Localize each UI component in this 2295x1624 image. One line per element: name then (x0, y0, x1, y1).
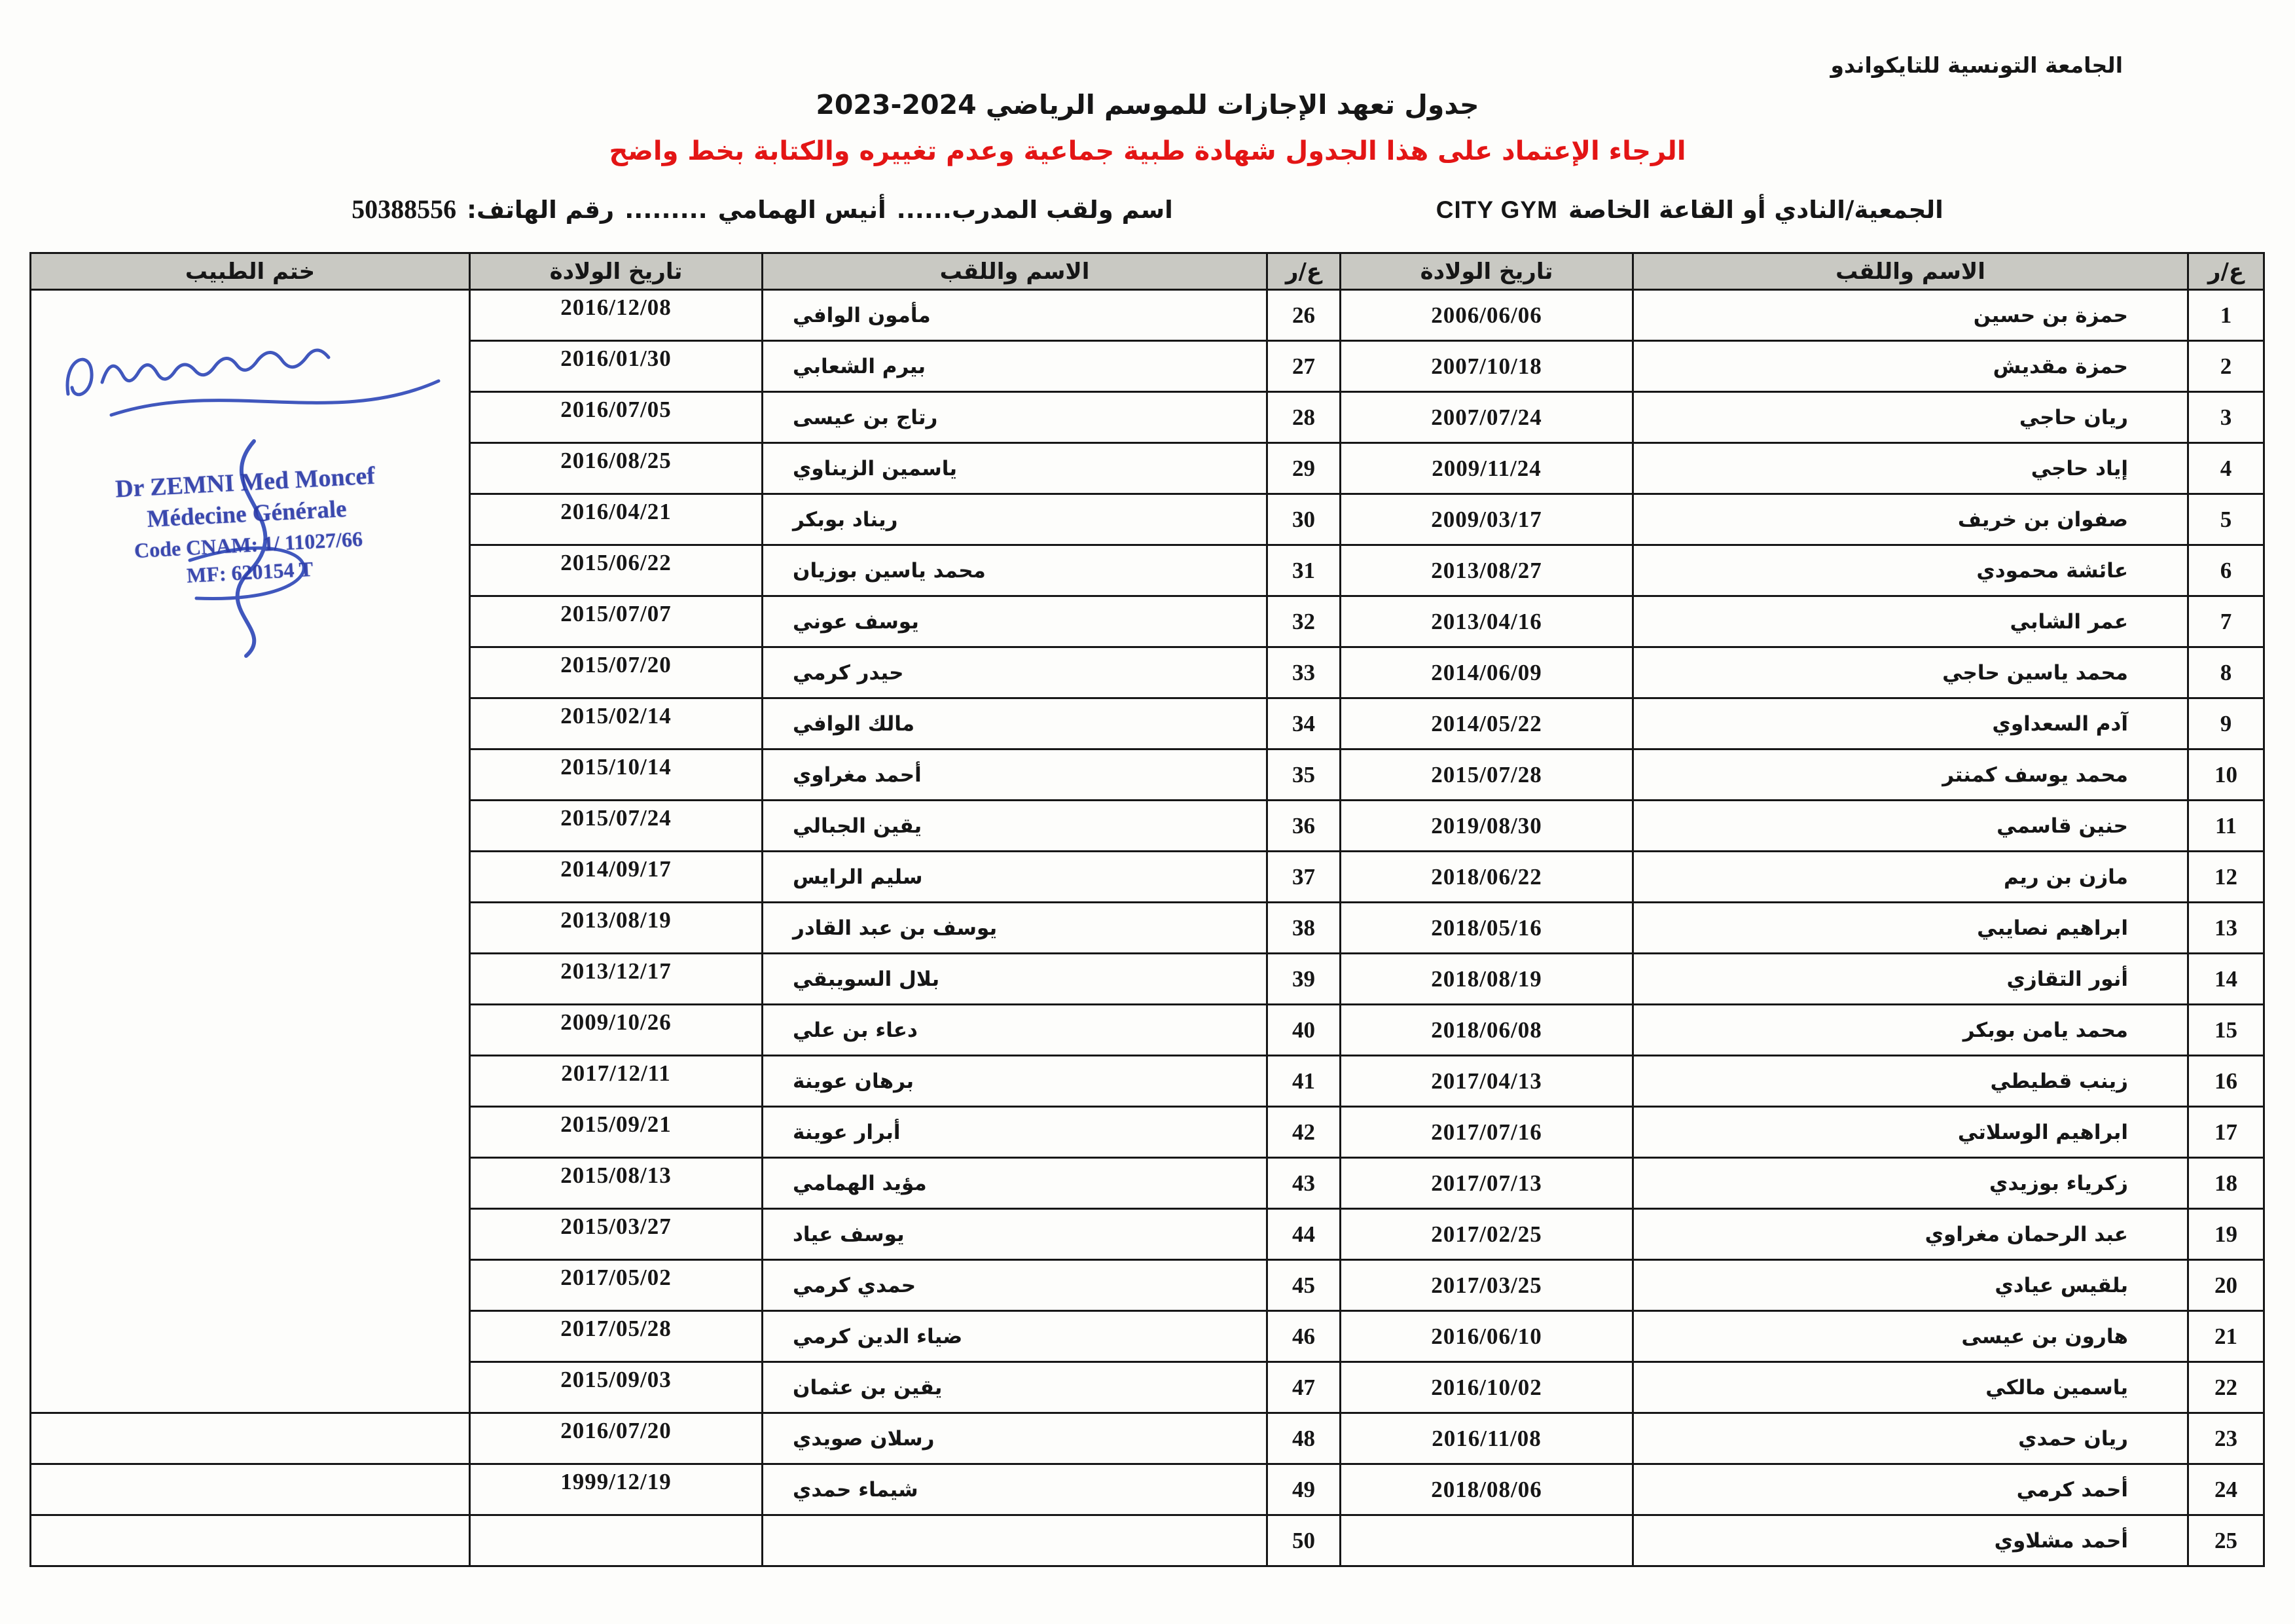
name-cell: ابراهيم نصايبي (1633, 903, 2188, 954)
serial-cell: 32 (1267, 596, 1341, 647)
serial-cell: 13 (2188, 903, 2264, 954)
serial-cell: 22 (2188, 1362, 2264, 1413)
dob-cell: 2016/10/02 (1341, 1362, 1633, 1413)
name-cell: يقين بن عثمان (763, 1362, 1267, 1413)
serial-cell: 39 (1267, 954, 1341, 1005)
table-header-row (31, 253, 2264, 290)
dob-cell: 2007/10/18 (1341, 341, 1633, 392)
serial-cell: 46 (1267, 1311, 1341, 1362)
serial-cell: 19 (2188, 1209, 2264, 1260)
name-cell: ياسمين مالكي (1633, 1362, 2188, 1413)
dob-cell: 2017/05/28 (470, 1311, 763, 1362)
dob-cell: 2018/05/16 (1341, 903, 1633, 954)
dob-cell: 2019/08/30 (1341, 801, 1633, 852)
page-title: جدول تعهد الإجازات للموسم الرياضي 2024-2023 (816, 89, 1479, 120)
serial-cell: 41 (1267, 1056, 1341, 1107)
serial-cell: 4 (2188, 443, 2264, 494)
dob-cell: 2016/08/25 (470, 443, 763, 494)
dots-filler: ......... (624, 196, 708, 224)
name-cell: حمزة بن حسين (1633, 290, 2188, 341)
name-cell: ريان حمدي (1633, 1413, 2188, 1464)
coach-name: أنيس الهمامي (717, 196, 886, 224)
serial-cell: 28 (1267, 392, 1341, 443)
dob-cell: 2018/08/06 (1341, 1464, 1633, 1515)
header-serial-left: ع/ر (1267, 253, 1341, 290)
name-cell: حنين قاسمي (1633, 801, 2188, 852)
serial-cell: 1 (2188, 290, 2264, 341)
serial-cell: 6 (2188, 545, 2264, 596)
dob-cell: 2017/02/25 (1341, 1209, 1633, 1260)
stamp-specialty: Médecine Générale (146, 496, 348, 533)
name-cell: رسلان صويدي (763, 1413, 1267, 1464)
serial-cell: 10 (2188, 749, 2264, 801)
name-cell: زينب قطيطي (1633, 1056, 2188, 1107)
stamp-mf-code: MF: 620154 T (186, 557, 314, 588)
dob-cell: 2013/08/19 (470, 903, 763, 954)
serial-cell: 8 (2188, 647, 2264, 698)
name-cell: ياسمين الزيناوي (763, 443, 1267, 494)
table-row (31, 290, 2264, 341)
doctor-stamp-cell (31, 290, 470, 1413)
dob-cell: 2014/06/09 (1341, 647, 1633, 698)
name-cell: رتاج بن عيسى (763, 392, 1267, 443)
serial-cell: 15 (2188, 1005, 2264, 1056)
club-label: الجمعية/النادي أو القاعة الخاصة (1568, 196, 1943, 224)
name-cell: بلقيس عيادي (1633, 1260, 2188, 1311)
dob-cell: 2013/12/17 (470, 954, 763, 1005)
serial-cell: 47 (1267, 1362, 1341, 1413)
dob-cell: 2013/08/27 (1341, 545, 1633, 596)
name-cell: مازن بن ريم (1633, 852, 2188, 903)
club-name: CITY GYM (1436, 196, 1558, 223)
name-cell: حمدي كرمي (763, 1260, 1267, 1311)
dob-cell: 2017/07/13 (1341, 1158, 1633, 1209)
name-cell: عائشة محمودي (1633, 545, 2188, 596)
name-cell: ريان حاجي (1633, 392, 2188, 443)
serial-cell: 48 (1267, 1413, 1341, 1464)
header-name-left: الاسم واللقب (763, 253, 1267, 290)
name-cell: أبرار عوينة (763, 1107, 1267, 1158)
dob-cell: 2015/10/14 (470, 749, 763, 801)
name-cell: شيماء حمدي (763, 1464, 1267, 1515)
serial-cell: 17 (2188, 1107, 2264, 1158)
header-dob-left: تاريخ الولادة (470, 253, 763, 290)
dob-cell: 2009/03/17 (1341, 494, 1633, 545)
phone-label: رقم الهاتف: (467, 196, 615, 224)
serial-cell: 2 (2188, 341, 2264, 392)
dob-cell: 2007/07/24 (1341, 392, 1633, 443)
name-cell: حيدر كرمي (763, 647, 1267, 698)
dob-cell: 2018/06/08 (1341, 1005, 1633, 1056)
doctor-stamp-cell (31, 1515, 470, 1566)
dob-cell (1341, 1515, 1633, 1566)
dob-cell: 2017/07/16 (1341, 1107, 1633, 1158)
name-cell: بيرم الشعابي (763, 341, 1267, 392)
serial-cell: 40 (1267, 1005, 1341, 1056)
name-cell: أنور التقازي (1633, 954, 2188, 1005)
serial-cell: 16 (2188, 1056, 2264, 1107)
serial-cell: 7 (2188, 596, 2264, 647)
serial-cell: 43 (1267, 1158, 1341, 1209)
dob-cell: 2014/09/17 (470, 852, 763, 903)
dob-cell: 2015/06/22 (470, 545, 763, 596)
table-row (31, 1413, 2264, 1464)
dob-cell: 2013/04/16 (1341, 596, 1633, 647)
serial-cell: 11 (2188, 801, 2264, 852)
serial-cell: 23 (2188, 1413, 2264, 1464)
doctor-stamp-cell (31, 1464, 470, 1515)
name-cell: بلال السويبقي (763, 954, 1267, 1005)
serial-cell: 14 (2188, 954, 2264, 1005)
serial-cell: 37 (1267, 852, 1341, 903)
header-name-right: الاسم واللقب (1633, 253, 2188, 290)
serial-cell: 34 (1267, 698, 1341, 749)
phone-number: 50388556 (352, 194, 457, 224)
dob-cell: 1999/12/19 (470, 1464, 763, 1515)
dob-cell: 2015/07/28 (1341, 749, 1633, 801)
organization-name: الجامعة التونسية للتايكواندو (1830, 52, 2123, 78)
name-cell: مؤيد الهمامي (763, 1158, 1267, 1209)
dob-cell: 2014/05/22 (1341, 698, 1633, 749)
name-cell: هارون بن عيسى (1633, 1311, 2188, 1362)
serial-cell: 49 (1267, 1464, 1341, 1515)
name-cell: محمد ياسين بوزيان (763, 545, 1267, 596)
dob-cell: 2018/06/22 (1341, 852, 1633, 903)
dob-cell: 2017/03/25 (1341, 1260, 1633, 1311)
name-cell: محمد يامن بوبكر (1633, 1005, 2188, 1056)
notice-text: الرجاء الإعتماد على هذا الجدول شهادة طبية جماعية وعدم تغييره والكتابة بخط واضح (609, 136, 1686, 166)
doctor-stamp-text (45, 456, 450, 596)
dob-cell: 2016/11/08 (1341, 1413, 1633, 1464)
name-cell: ضياء الدين كرمي (763, 1311, 1267, 1362)
doctor-stamp-area (31, 291, 469, 1412)
name-cell: يوسف بن عبد القادر (763, 903, 1267, 954)
serial-cell: 24 (2188, 1464, 2264, 1515)
header-doctor-stamp: ختم الطبيب (31, 253, 470, 290)
serial-cell: 42 (1267, 1107, 1341, 1158)
dob-cell: 2015/09/21 (470, 1107, 763, 1158)
stamp-cnam-code: Code CNAM: 1/ 11027/66 (134, 526, 363, 563)
name-cell: زكرياء بوزيدي (1633, 1158, 2188, 1209)
dob-cell: 2018/08/19 (1341, 954, 1633, 1005)
doctor-stamp-cell (31, 1413, 470, 1464)
dob-cell: 2006/06/06 (1341, 290, 1633, 341)
serial-cell: 31 (1267, 545, 1341, 596)
name-cell: حمزة مقديش (1633, 341, 2188, 392)
name-cell: أحمد مشلاوي (1633, 1515, 2188, 1566)
name-cell: مالك الوافي (763, 698, 1267, 749)
name-cell: يوسف عياد (763, 1209, 1267, 1260)
roster-body (31, 290, 2264, 1566)
table-row (31, 1515, 2264, 1566)
dob-cell: 2016/01/30 (470, 341, 763, 392)
dob-cell: 2017/04/13 (1341, 1056, 1633, 1107)
name-cell: أحمد كرمي (1633, 1464, 2188, 1515)
dob-cell: 2015/08/13 (470, 1158, 763, 1209)
serial-cell: 44 (1267, 1209, 1341, 1260)
dob-cell: 2015/02/14 (470, 698, 763, 749)
serial-cell: 27 (1267, 341, 1341, 392)
dob-cell: 2015/09/03 (470, 1362, 763, 1413)
serial-cell: 45 (1267, 1260, 1341, 1311)
dob-cell: 2017/05/02 (470, 1260, 763, 1311)
name-cell: سليم الرايس (763, 852, 1267, 903)
serial-cell: 18 (2188, 1158, 2264, 1209)
dob-cell: 2017/12/11 (470, 1056, 763, 1107)
dob-cell (470, 1515, 763, 1566)
dob-cell: 2009/10/26 (470, 1005, 763, 1056)
dob-cell: 2015/07/20 (470, 647, 763, 698)
name-cell: برهان عوينة (763, 1056, 1267, 1107)
name-cell: محمد يوسف كمنتر (1633, 749, 2188, 801)
header-serial-right: ع/ر (2188, 253, 2264, 290)
name-cell: أحمد مغراوي (763, 749, 1267, 801)
name-cell: عمر الشابي (1633, 596, 2188, 647)
name-cell: عبد الرحمان مغراوي (1633, 1209, 2188, 1260)
serial-cell: 36 (1267, 801, 1341, 852)
serial-cell: 9 (2188, 698, 2264, 749)
name-cell: دعاء بن علي (763, 1005, 1267, 1056)
serial-cell: 5 (2188, 494, 2264, 545)
dob-cell: 2015/03/27 (470, 1209, 763, 1260)
dob-cell: 2016/04/21 (470, 494, 763, 545)
dob-cell: 2009/11/24 (1341, 443, 1633, 494)
dob-cell: 2016/07/05 (470, 392, 763, 443)
name-cell: آدم السعداوي (1633, 698, 2188, 749)
name-cell: إياد حاجي (1633, 443, 2188, 494)
stamp-doctor-name: Dr ZEMNI Med Moncef (115, 461, 376, 503)
name-cell (763, 1515, 1267, 1566)
name-cell: ريناد بوبكر (763, 494, 1267, 545)
dob-cell: 2016/06/10 (1341, 1311, 1633, 1362)
dob-cell: 2016/12/08 (470, 290, 763, 341)
serial-cell: 50 (1267, 1515, 1341, 1566)
dob-cell: 2015/07/07 (470, 596, 763, 647)
club-info-line (0, 194, 2295, 225)
name-cell: ابراهيم الوسلاتي (1633, 1107, 2188, 1158)
serial-cell: 38 (1267, 903, 1341, 954)
serial-cell: 3 (2188, 392, 2264, 443)
name-cell: يوسف عوني (763, 596, 1267, 647)
header-dob-right: تاريخ الولادة (1341, 253, 1633, 290)
name-cell: يقين الجبالي (763, 801, 1267, 852)
name-cell: صفوان بن خريف (1633, 494, 2188, 545)
serial-cell: 35 (1267, 749, 1341, 801)
dob-cell: 2016/07/20 (470, 1413, 763, 1464)
serial-cell: 12 (2188, 852, 2264, 903)
serial-cell: 33 (1267, 647, 1341, 698)
serial-cell: 26 (1267, 290, 1341, 341)
serial-cell: 29 (1267, 443, 1341, 494)
serial-cell: 21 (2188, 1311, 2264, 1362)
roster-table (29, 252, 2265, 1567)
name-cell: مأمون الوافي (763, 290, 1267, 341)
dob-cell: 2015/07/24 (470, 801, 763, 852)
serial-cell: 25 (2188, 1515, 2264, 1566)
name-cell: محمد ياسين حاجي (1633, 647, 2188, 698)
serial-cell: 20 (2188, 1260, 2264, 1311)
serial-cell: 30 (1267, 494, 1341, 545)
coach-label: اسم ولقب المدرب...... (896, 196, 1173, 224)
table-row (31, 1464, 2264, 1515)
